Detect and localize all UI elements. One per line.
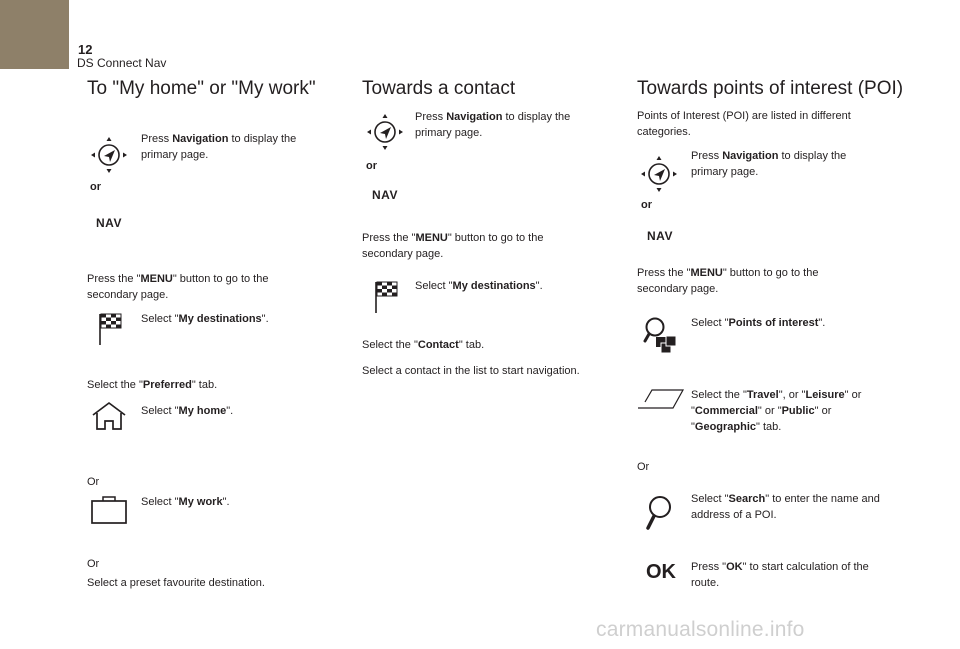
navigation-dial-icon bbox=[88, 133, 132, 177]
checkered-flag-icon bbox=[97, 312, 125, 346]
category-tab-icon bbox=[637, 388, 685, 410]
ok-button-label: OK bbox=[646, 561, 676, 583]
home-icon bbox=[90, 400, 128, 432]
briefcase-icon bbox=[90, 494, 128, 526]
select-my-work-text: Select "My work". bbox=[141, 496, 230, 508]
checkered-flag-icon bbox=[373, 280, 401, 314]
or-separator: Or bbox=[637, 461, 650, 473]
section-title-contact: Towards a contact bbox=[362, 78, 516, 99]
page-number: 12 bbox=[78, 42, 93, 57]
or-label: or bbox=[366, 160, 377, 172]
select-category-tab-text: Select the "Travel", or "Leisure" or "Commercial" or "Public" or "Geographic" tab. bbox=[691, 389, 862, 433]
nav-button-label: NAV bbox=[372, 188, 398, 202]
or-label: or bbox=[90, 181, 101, 193]
press-menu-text: Press the "MENU" button to go to the secondary page. bbox=[637, 267, 819, 295]
press-menu-text: Press the "MENU" button to go to the secondary page. bbox=[362, 232, 544, 260]
watermark: carmanualsonline.info bbox=[596, 618, 805, 641]
press-navigation-text: Press Navigation to display the primary page. bbox=[141, 133, 297, 161]
select-preset-text: Select a preset favourite destination. bbox=[87, 577, 265, 589]
section-title-poi: Towards points of interest (POI) bbox=[637, 78, 904, 99]
search-icon bbox=[643, 493, 679, 533]
select-poi-text: Select "Points of interest". bbox=[691, 317, 826, 329]
nav-button-label: NAV bbox=[96, 216, 122, 230]
select-preferred-tab-text: Select the "Preferred" tab. bbox=[87, 379, 218, 391]
navigation-dial-icon bbox=[638, 152, 682, 196]
select-contact-tab-text: Select the "Contact" tab. bbox=[362, 339, 485, 351]
page-corner-tab bbox=[0, 0, 69, 69]
select-search-text: Select "Search" to enter the name and address of a POI. bbox=[691, 493, 880, 521]
or-separator: Or bbox=[87, 558, 100, 570]
or-separator: Or bbox=[87, 476, 100, 488]
manual-name: DS Connect Nav bbox=[77, 56, 167, 70]
press-ok-text: Press "OK" to start calculation of the route. bbox=[691, 561, 869, 589]
select-my-home-text: Select "My home". bbox=[141, 405, 234, 417]
points-of-interest-icon bbox=[643, 315, 679, 357]
select-contact-text: Select a contact in the list to start navigation. bbox=[362, 365, 580, 377]
poi-intro-text: Points of Interest (POI) are listed in different categories. bbox=[637, 110, 851, 138]
nav-button-label: NAV bbox=[647, 229, 673, 243]
section-title-home: To "My home" or "My work" bbox=[87, 78, 316, 99]
navigation-dial-icon bbox=[364, 110, 408, 154]
press-menu-text: Press the "MENU" button to go to the secondary page. bbox=[87, 273, 269, 301]
select-my-destinations-text: Select "My destinations". bbox=[141, 313, 269, 325]
press-navigation-text: Press Navigation to display the primary page. bbox=[691, 150, 847, 178]
press-navigation-text: Press Navigation to display the primary page. bbox=[415, 111, 571, 139]
or-label: or bbox=[641, 199, 652, 211]
select-my-destinations-text: Select "My destinations". bbox=[415, 280, 543, 292]
